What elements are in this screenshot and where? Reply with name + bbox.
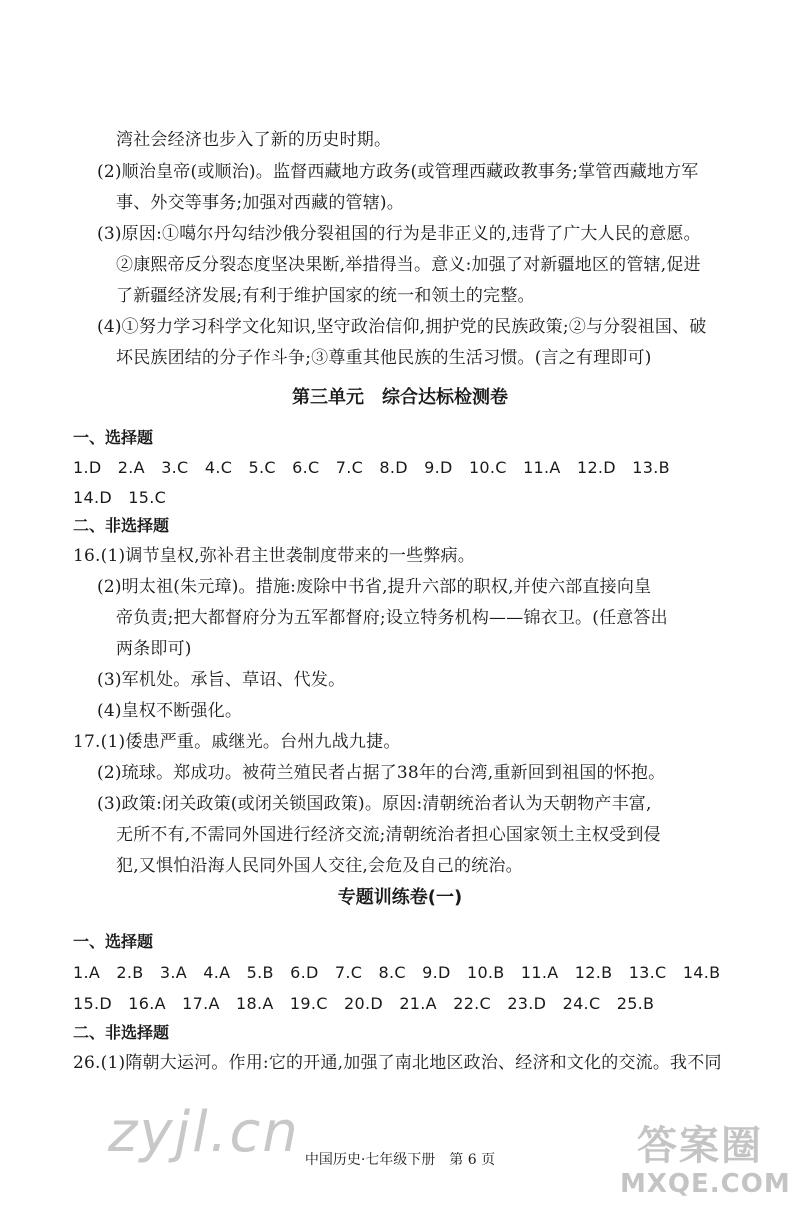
watermark-logo-left: zyjl.cn bbox=[108, 1100, 300, 1165]
text-line: (3)政策:闭关政策(或闭关锁国政策)。原因:清朝统治者认为天朝物产丰富, bbox=[97, 794, 652, 814]
watermark-text: MXQE.COM bbox=[620, 1169, 791, 1199]
text-line: (4)①努力学习科学文化知识,坚守政治信仰,拥护党的民族政策;②与分裂祖国、破 bbox=[97, 317, 707, 337]
text-line: (3)军机处。承旨、草诏、代发。 bbox=[97, 670, 346, 690]
text-line: 坏民族团结的分子作斗争;③尊重其他民族的生活习惯。(言之有理即可) bbox=[116, 348, 652, 368]
text-line: 帝负责;把大都督府分为五军都督府;设立特务机构——锦衣卫。(任意答出 bbox=[116, 608, 668, 628]
choice-answers-line: 1.A 2.B 3.A 4.A 5.B 6.D 7.C 8.C 9.D 10.B 11.A 12.B 13.C 14.B bbox=[73, 963, 721, 982]
nonchoice-section-label: 二、非选择题 bbox=[73, 1023, 170, 1042]
page-footer: 中国历史·七年级下册 第 6 页 bbox=[304, 1152, 496, 1168]
text-line: 两条即可) bbox=[116, 639, 192, 659]
section-title-unit3: 第三单元 综合达标检测卷 bbox=[292, 387, 508, 408]
text-line: 湾社会经济也步入了新的历史时期。 bbox=[116, 130, 392, 150]
choice-section-label: 一、选择题 bbox=[73, 932, 154, 951]
section-title-special1: 专题训练卷(一) bbox=[337, 887, 463, 908]
text-line: 26.(1)隋朝大运河。作用:它的开通,加强了南北地区政治、经济和文化的交流。我不同 bbox=[73, 1053, 722, 1073]
text-line: (2)琉球。郑成功。被荷兰殖民者占据了38年的台湾,重新回到祖国的怀抱。 bbox=[97, 763, 666, 783]
text-line: (2)顺治皇帝(或顺治)。监督西藏地方政务(或管理西藏政教事务;掌管西藏地方军 bbox=[97, 162, 699, 182]
watermark-text: 答案圈 bbox=[637, 1123, 763, 1169]
choice-section-label: 一、选择题 bbox=[73, 428, 154, 447]
text-line: 17.(1)倭患严重。戚继光。台州九战九捷。 bbox=[73, 732, 401, 752]
text-line: 了新疆经济发展;有利于维护国家的统一和领土的完整。 bbox=[116, 286, 535, 306]
text-line: (3)原因:①噶尔丹勾结沙俄分裂祖国的行为是非正义的,违背了广大人民的意愿。 bbox=[97, 224, 701, 244]
text-line: 事、外交等事务;加强对西藏的管辖)。 bbox=[116, 193, 404, 213]
text-line: 16.(1)调节皇权,弥补君主世袭制度带来的一些弊病。 bbox=[73, 546, 475, 566]
choice-answers-line: 1.D 2.A 3.C 4.C 5.C 6.C 7.C 8.D 9.D 10.C 11.A 12.D 13.B bbox=[73, 458, 670, 477]
text-line: (2)明太祖(朱元璋)。措施:废除中书省,提升六部的职权,并使六部直接向皇 bbox=[97, 577, 652, 597]
text-line: (4)皇权不断强化。 bbox=[97, 701, 243, 721]
text-line: 无所不有,不需同外国进行经济交流;清朝统治者担心国家领土主权受到侵 bbox=[116, 825, 661, 845]
text-line: 犯,又惧怕沿海人民同外国人交往,会危及自己的统治。 bbox=[116, 856, 523, 876]
nonchoice-section-label: 二、非选择题 bbox=[73, 516, 170, 535]
text-line: ②康熙帝反分裂态度坚决果断,举措得当。意义:加强了对新疆地区的管辖,促进 bbox=[116, 255, 701, 275]
choice-answers-line: 14.D 15.C bbox=[73, 488, 167, 507]
choice-answers-line: 15.D 16.A 17.A 18.A 19.C 20.D 21.A 22.C 23.D 24.C 25.B bbox=[73, 994, 655, 1013]
